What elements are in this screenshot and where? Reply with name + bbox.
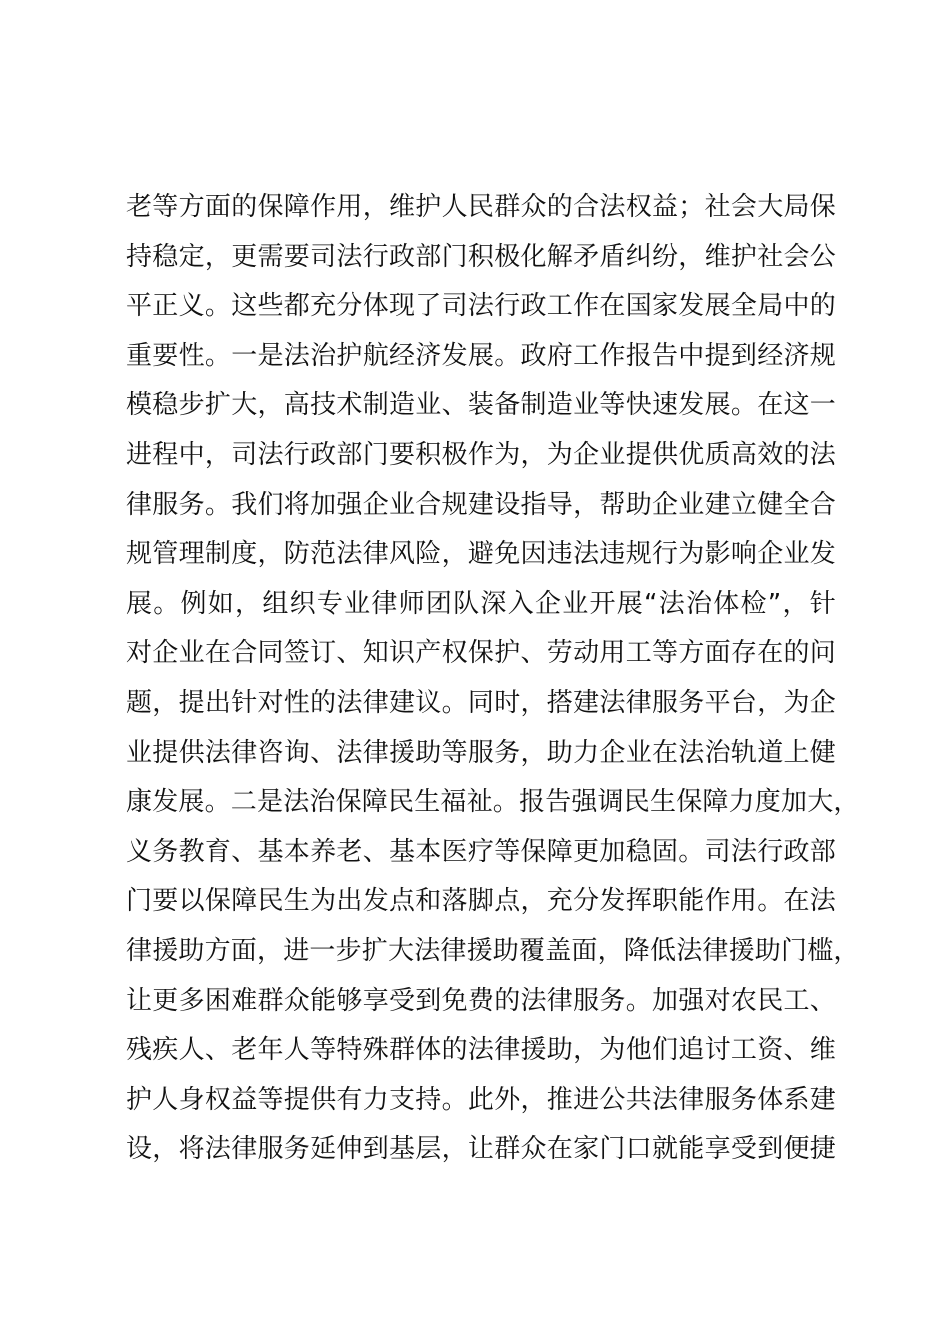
text-line: 让更多困难群众能够享受到免费的法律服务。加强对农民工、 <box>126 985 836 1016</box>
text-line: 展。例如，组织专业律师团队深入企业开展“法治体检”，针 <box>126 588 836 619</box>
text-line: 进程中，司法行政部门要积极作为，为企业提供优质高效的法 <box>126 439 836 470</box>
text-line: 设，将法律服务延伸到基层，让群众在家门口就能享受到便捷 <box>126 1134 836 1165</box>
text-line: 题，提出针对性的法律建议。同时，搭建法律服务平台，为企 <box>126 687 836 718</box>
text-line: 对企业在合同签订、知识产权保护、劳动用工等方面存在的问 <box>126 638 836 669</box>
text-line: 残疾人、老年人等特殊群体的法律援助，为他们追讨工资、维 <box>126 1035 836 1066</box>
text-line: 义务教育、基本养老、基本医疗等保障更加稳固。司法行政部 <box>126 836 836 867</box>
text-line: 护人身权益等提供有力支持。此外，推进公共法律服务体系建 <box>126 1084 836 1115</box>
text-line: 老等方面的保障作用，维护人民群众的合法权益；社会大局保 <box>126 192 836 222</box>
text-line: 规管理制度，防范法律风险，避免因违法违规行为影响企业发 <box>126 539 836 570</box>
text-line: 平正义。这些都充分体现了司法行政工作在国家发展全局中的 <box>126 291 836 322</box>
text-line: 律援助方面，进一步扩大法律援助覆盖面，降低法律援助门槛， <box>126 935 860 966</box>
text-line: 康发展。二是法治保障民生福祉。报告强调民生保障力度加大， <box>126 787 860 818</box>
text-line: 模稳步扩大，高技术制造业、装备制造业等快速发展。在这一 <box>126 390 836 421</box>
text-line: 业提供法律咨询、法律援助等服务，助力企业在法治轨道上健 <box>126 737 836 768</box>
text-line: 门要以保障民生为出发点和落脚点，充分发挥职能作用。在法 <box>126 886 836 917</box>
text-line: 持稳定，更需要司法行政部门积极化解矛盾纠纷，维护社会公 <box>126 241 836 272</box>
body-text <box>126 183 860 1175</box>
text-line: 律服务。我们将加强企业合规建设指导，帮助企业建立健全合 <box>126 489 836 520</box>
text-line: 重要性。一是法治护航经济发展。政府工作报告中提到经济规 <box>126 340 836 371</box>
